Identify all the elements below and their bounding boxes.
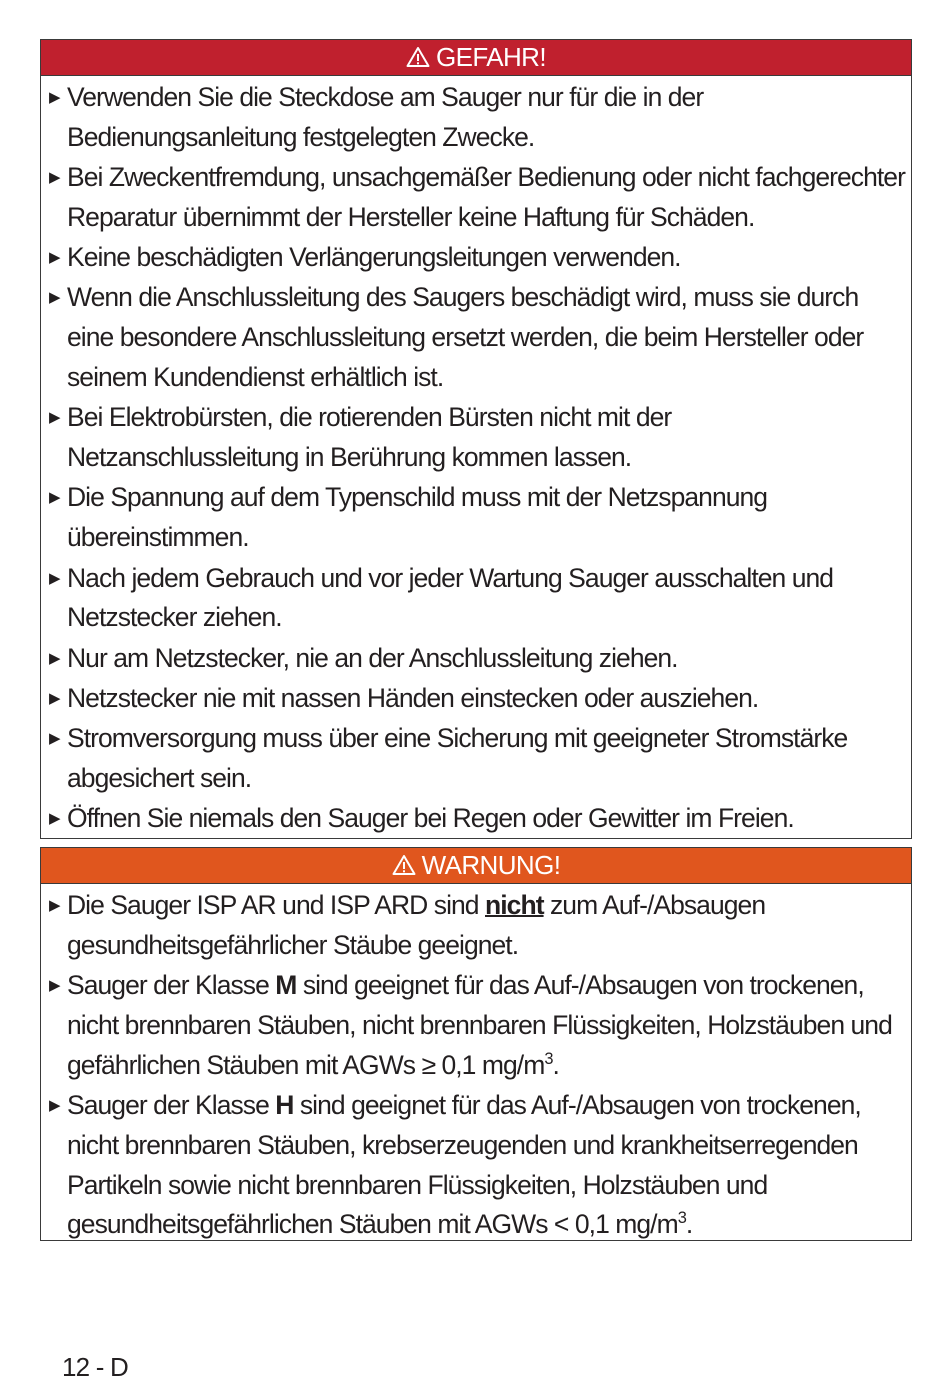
list-item: ▶ Verwenden Sie die Steckdose am Sauger nur für die in der Bedienungsanleitung festgelegten Zwecke. bbox=[41, 78, 911, 158]
class-label: H bbox=[275, 1089, 294, 1120]
bullet-arrow-icon: ▶ bbox=[49, 169, 60, 187]
warning-triangle-icon bbox=[406, 42, 430, 77]
danger-list bbox=[41, 76, 911, 839]
list-item: ▶ Netzstecker nie mit nassen Händen einstecken oder ausziehen. bbox=[41, 679, 911, 719]
list-item: ▶ Die Spannung auf dem Typenschild muss mit der Netzspannung übereinstimmen. bbox=[41, 478, 911, 558]
bullet-arrow-icon: ▶ bbox=[49, 730, 60, 748]
bullet-arrow-icon: ▶ bbox=[49, 489, 60, 507]
warning-box bbox=[40, 847, 912, 1241]
list-item: ▶ Stromversorgung muss über eine Sicherung mit geeigneter Stromstärke abgesichert sein. bbox=[41, 719, 911, 799]
bullet-arrow-icon: ▶ bbox=[49, 689, 60, 707]
warning-title: WARNUNG! bbox=[421, 850, 561, 880]
bullet-arrow-icon: ▶ bbox=[49, 810, 60, 828]
list-item: ▶ Keine beschädigten Verlängerungsleitungen verwenden. bbox=[41, 238, 911, 278]
emphasis-nicht: nicht bbox=[485, 890, 544, 920]
page-number: 12 - D bbox=[62, 1352, 129, 1382]
danger-header bbox=[41, 40, 911, 76]
bullet-arrow-icon: ▶ bbox=[49, 1096, 60, 1114]
list-item: ▶ Die Sauger ISP AR und ISP ARD sind nicht zum Auf-/Absaugen gesundheitsgefährlicher Stäube geeignet. bbox=[41, 886, 911, 966]
list-item: ▶ Sauger der Klasse M sind geeignet für das Auf-/Absaugen von trockenen, nicht brennbaren Stäuben, nicht brennbaren Flüssigkeiten, Holzstäuben und gefährlichen Stäuben mit AGWs ≥ 0,1 $mg/m^3$. bbox=[41, 966, 911, 1085]
bullet-arrow-icon: ▶ bbox=[49, 897, 60, 914]
bullet-arrow-icon: ▶ bbox=[49, 569, 60, 587]
list-item: ▶ Bei Elektrobürsten, die rotierenden Bürsten nicht mit der Netzanschlussleitung in Berührung kommen lassen. bbox=[41, 398, 911, 478]
danger-box bbox=[40, 39, 912, 839]
bullet-arrow-icon: ▶ bbox=[49, 977, 60, 995]
bullet-arrow-icon: ▶ bbox=[49, 649, 60, 667]
bullet-arrow-icon: ▶ bbox=[49, 89, 60, 106]
warning-list bbox=[41, 884, 911, 1245]
bullet-arrow-icon: ▶ bbox=[49, 249, 60, 267]
warning-triangle-icon bbox=[392, 850, 416, 885]
danger-title: GEFAHR! bbox=[436, 42, 546, 72]
list-item: ▶ Sauger der Klasse H sind geeignet für das Auf-/Absaugen von trockenen, nicht brennbaren Stäuben, krebserzeugenden und krankheitserregenden Partikeln sowie nicht brennbaren Flüssigkeiten, Holzstäuben und gesundheitsgefährlichen Stäuben mit AGWs < 0,1 $mg/m^3$. bbox=[41, 1086, 911, 1245]
list-item: ▶ Öffnen Sie niemals den Sauger bei Regen oder Gewitter im Freien. bbox=[41, 799, 911, 839]
warning-header bbox=[41, 848, 911, 884]
list-item: ▶ Nach jedem Gebrauch und vor jeder Wartung Sauger ausschalten und Netzstecker ziehen. bbox=[41, 559, 911, 639]
list-item: ▶ Nur am Netzstecker, nie an der Anschlussleitung ziehen. bbox=[41, 639, 911, 679]
list-item: ▶ Wenn die Anschlussleitung des Saugers beschädigt wird, muss sie durch eine besondere Anschlussleitung ersetzt werden, die beim Hersteller oder seinem Kundendienst erhältlich ist. bbox=[41, 278, 911, 397]
class-label: M bbox=[275, 970, 297, 1001]
list-item: ▶ Bei Zweckentfremdung, unsachgemäßer Bedienung oder nicht fachgerechter Reparatur übernimmt der Hersteller keine Haftung für Schäden. bbox=[41, 158, 911, 238]
bullet-arrow-icon: ▶ bbox=[49, 289, 60, 307]
bullet-arrow-icon: ▶ bbox=[49, 409, 60, 427]
